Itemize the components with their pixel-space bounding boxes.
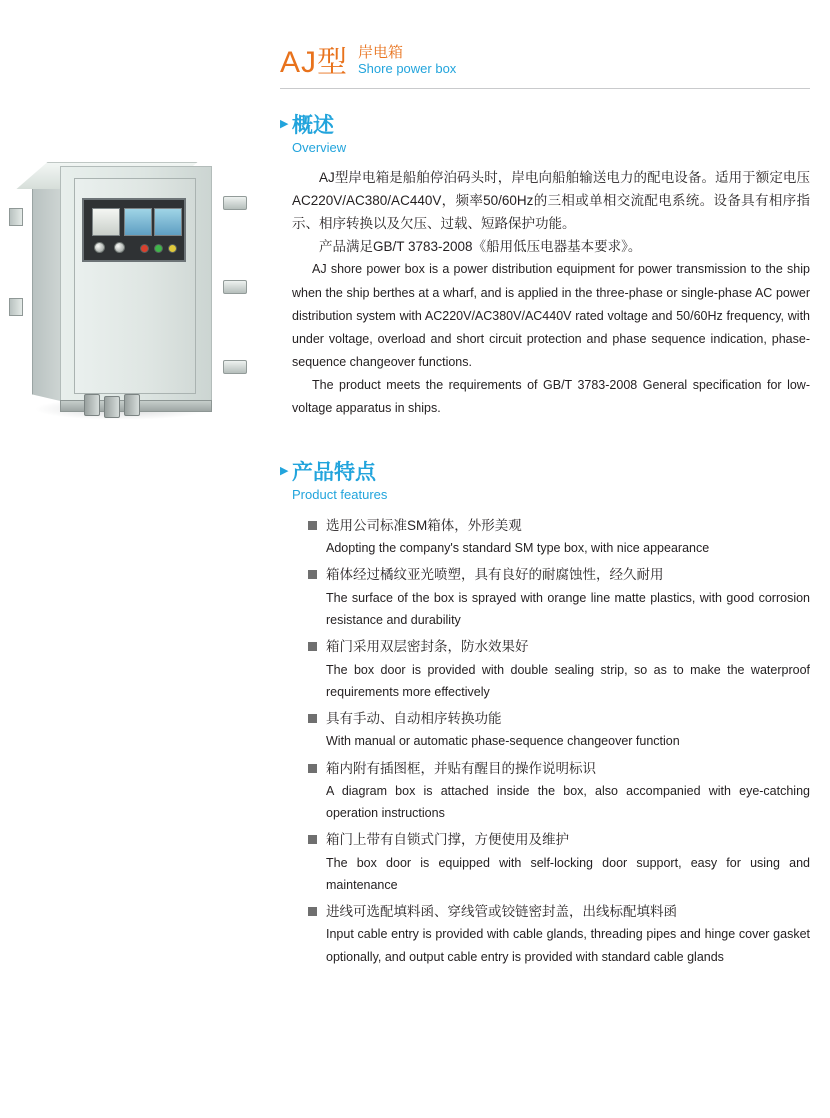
cable-gland-left [84, 394, 100, 416]
list-item [308, 636, 810, 703]
feature-text-en: Input cable entry is provided with cable glands, threading pipes and hinge cover gasket optionally, and output cable entry is provided with standard cable glands [326, 927, 810, 964]
content-column [256, 0, 830, 1118]
feature-text-en: The surface of the box is sprayed with orange line matte plastics, with good corrosion resistance and durability [326, 590, 810, 627]
product-name-en: Shore power box [358, 61, 457, 77]
overview-paragraph-cn-1: AJ型岸电箱是船舶停泊码头时，岸电向船舶输送电力的配电设备。适用于额定电压AC220V/AC380/AC440V，频率50/60Hz的三相或单相交流配电系统。设备具有相序指示、相序转换以及欠压、过载、短路保护功能。 [292, 169, 810, 231]
shore-power-box-photo [18, 148, 236, 438]
feature-text-en: The box door is equipped with self-locking door support, easy for using and maintenance [326, 855, 810, 892]
triangle-right-icon: ▶ [280, 117, 289, 130]
feature-label-cn: 箱门上带有自锁式门撑，方便使用及维护 [326, 832, 569, 848]
list-item [308, 708, 810, 753]
changeover-knob [114, 242, 125, 253]
feature-label-cn: 箱门采用双层密封条，防水效果好 [326, 639, 529, 655]
overview-title-en: Overview [292, 140, 347, 156]
selector-knob [94, 242, 105, 253]
feature-text-en: Adopting the company's standard SM type box, with nice appearance [326, 541, 710, 556]
feature-label-cn: 具有手动、自动相序转换功能 [326, 711, 502, 727]
feature-label-cn: 进线可选配填料函、穿线管或铰链密封盖，出线标配填料函 [326, 904, 677, 920]
feature-text-cn [308, 829, 810, 851]
feature-label-cn: 选用公司标准SM箱体，外形美观 [326, 517, 522, 533]
overview-body [280, 166, 810, 421]
features-title-cn: 产品特点 [292, 461, 376, 485]
product-model: AJ型 [280, 45, 349, 79]
feature-text-cn [308, 708, 810, 730]
list-item [308, 829, 810, 896]
alarm-lamp-icon [140, 244, 149, 253]
overview-paragraph-en-2: The product meets the requirements of GB/T 3783-2008 General specification for low-voltage apparatus in ships. [292, 378, 810, 416]
square-bullet-icon [308, 642, 317, 651]
feature-text-cn [308, 515, 810, 537]
square-bullet-icon [308, 714, 317, 723]
instrument-window [82, 198, 186, 262]
overview-paragraph-en-1: AJ shore power box is a power distribution equipment for power transmission to the ship when the ship berthes at a wharf, and is applied in the three-phase or single-phase AC power distribution system with AC220V/AC380V/AC440V rated voltage and 50/60Hz frequency, with under voltage, overload and short circuit protection and phase sequence indication, phase-sequence changeover functions. [292, 262, 810, 369]
square-bullet-icon [308, 570, 317, 579]
overview-heading [280, 113, 810, 158]
square-bullet-icon [308, 907, 317, 916]
feature-text-cn [308, 901, 810, 923]
features-title-en: Product features [292, 487, 388, 503]
features-list [280, 515, 810, 968]
feature-text-en: A diagram box is attached inside the box, also accompanied with eye-catching operation instructions [326, 783, 810, 821]
overview-section [280, 113, 810, 420]
list-item [308, 515, 810, 560]
enclosure-left-side [32, 182, 63, 401]
overview-title-cn: 概述 [292, 113, 334, 137]
feature-text-en: With manual or automatic phase-sequence changeover function [326, 734, 680, 749]
triangle-right-icon: ▶ [280, 465, 289, 478]
power-lamp-icon [154, 244, 163, 253]
door-hinge-top [9, 208, 23, 226]
door-hinge-bottom [9, 298, 23, 316]
list-item [308, 758, 810, 825]
product-image-column [0, 0, 256, 1118]
feature-text-cn [308, 564, 810, 586]
fault-lamp-icon [168, 244, 177, 253]
list-item [308, 901, 810, 968]
feature-label-cn: 箱体经过橘纹亚光喷塑，具有良好的耐腐蚀性，经久耐用 [326, 567, 664, 583]
door-latch-top [223, 196, 247, 210]
feature-text-cn [308, 758, 810, 780]
phase-indicator-gauge [154, 208, 182, 236]
product-name-cn: 岸电箱 [358, 44, 404, 61]
feature-label-cn: 箱内附有插图框，并贴有醒目的操作说明标识 [326, 760, 596, 776]
product-title-block [280, 44, 810, 89]
feature-text-cn [308, 636, 810, 658]
features-heading [280, 460, 810, 505]
door-latch-bottom [223, 360, 247, 374]
square-bullet-icon [308, 835, 317, 844]
feature-text-en: The box door is provided with double sealing strip, so as to make the waterproof requirements more effectively [326, 662, 810, 699]
list-item [308, 564, 810, 631]
ammeter-gauge [92, 208, 120, 236]
square-bullet-icon [308, 521, 317, 530]
door-latch-middle [223, 280, 247, 294]
voltmeter-gauge [124, 208, 152, 236]
square-bullet-icon [308, 764, 317, 773]
cable-gland-right [124, 394, 140, 416]
cable-gland-center [104, 396, 120, 418]
features-section [280, 460, 810, 968]
overview-paragraph-cn-2: 产品满足GB/T 3783-2008《船用低压电器基本要求》。 [319, 239, 642, 255]
